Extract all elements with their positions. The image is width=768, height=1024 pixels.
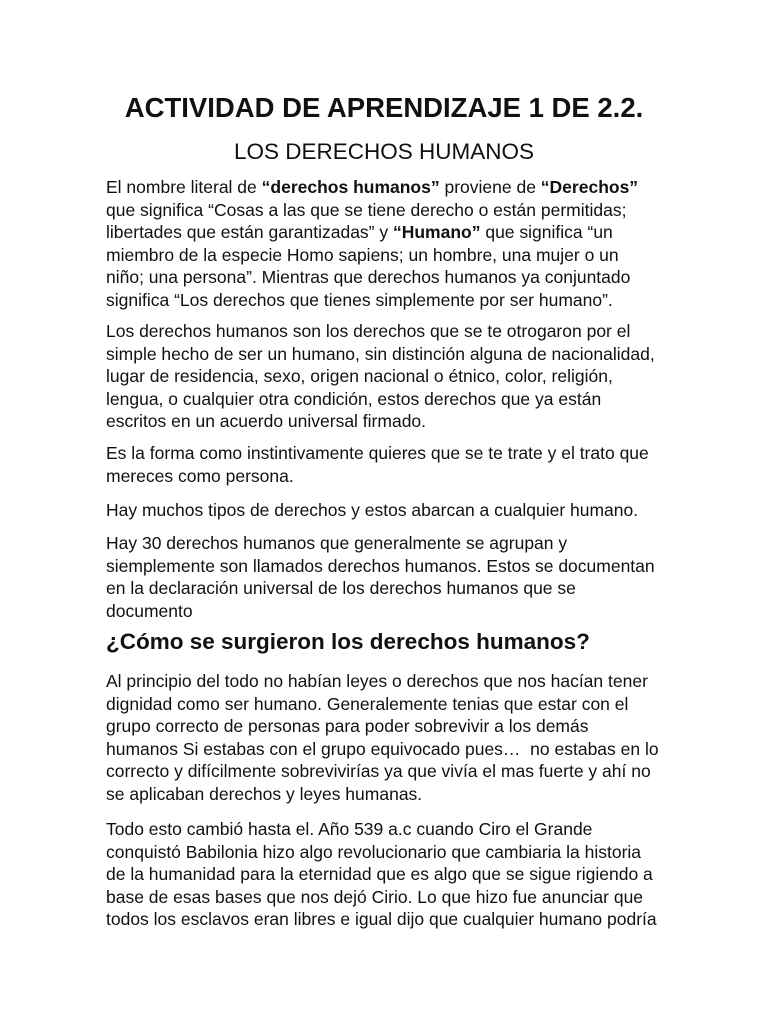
paragraph-line: lengua, o cualquier otra condición, estos derechos que ya están	[106, 388, 602, 409]
paragraph	[106, 818, 706, 931]
paragraph-line: mereces como persona.	[106, 465, 294, 486]
paragraph-line: Los derechos humanos son los derechos que se te otrogaron por el	[106, 321, 631, 341]
paragraph-line: Hay muchos tipos de derechos y estos abarcan a cualquier humano.	[106, 500, 639, 520]
bold-term: “derechos humanos”	[261, 177, 440, 197]
text-run: libertades que están garantizadas” y	[106, 222, 393, 242]
text-run: que significa “un	[480, 222, 613, 242]
text-run: El nombre literal de	[106, 177, 262, 197]
paragraph-line: todos los esclavos eran libres e igual dijo que cualquier humano podría	[106, 909, 657, 929]
paragraph-line: en la declaración universal de los derechos humanos que se	[106, 578, 576, 598]
paragraph-line: siemplemente son llamados derechos humanos. Estos se documentan	[106, 555, 655, 576]
paragraph-line: lugar de residencia, sexo, origen nacional o étnico, color, religión,	[106, 366, 613, 386]
paragraph-line: dignidad como ser humano. Generalemente tenias que estar con el	[106, 693, 629, 714]
paragraph-line: correcto y difícilmente sobrevivirías ya que vivía el mas fuerte y ahí no	[106, 761, 651, 781]
paragraph-line: documento	[106, 600, 193, 621]
paragraph-line: niño; una persona”. Mientras que derechos humanos ya conjuntado	[106, 267, 631, 287]
paragraph	[106, 532, 706, 622]
paragraph-line: Todo esto cambió hasta el. Año 539 a.c cuando Ciro el Grande	[106, 819, 593, 839]
document-subtitle: LOS DERECHOS HUMANOS	[233, 139, 535, 164]
paragraph-line: Al principio del todo no habían leyes o derechos que nos hacían tener	[106, 671, 648, 691]
paragraph-line: miembro de la especie Homo sapiens; un hombre, una mujer o un	[106, 244, 619, 265]
paragraph	[106, 670, 706, 805]
paragraph	[106, 320, 706, 433]
paragraph	[106, 442, 706, 487]
bold-term: “Derechos”	[540, 177, 639, 197]
paragraph-line: grupo correcto de personas para poder sobrevivir a los demás	[106, 716, 589, 736]
paragraph-line: de la humanidad para la eternidad que es algo que se sigue rigiendo a	[106, 864, 653, 884]
paragraph-line: significa “Los derechos que tienes simplemente por ser humano”.	[106, 289, 613, 310]
paragraph-line: Hay 30 derechos humanos que generalmente se agrupan y	[106, 533, 568, 553]
paragraph-line	[106, 221, 706, 244]
paragraph-line: Es la forma como instintivamente quieres que se te trate y el trato que	[106, 443, 649, 463]
document-title: ACTIVIDAD DE APRENDIZAJE 1 DE 2.2.	[124, 92, 644, 123]
paragraph	[106, 499, 706, 522]
paragraph-line: que significa “Cosas a las que se tiene derecho o están permitidas;	[106, 199, 627, 220]
text-run: proviene de	[439, 177, 541, 197]
paragraph-line: humanos Si estabas con el grupo equivocado pues… no estabas en lo	[106, 738, 659, 759]
bold-term: “Humano”	[392, 222, 481, 242]
paragraph-line: simple hecho de ser un humano, sin distinción alguna de nacionalidad,	[106, 343, 655, 364]
paragraph-line	[106, 176, 706, 199]
paragraph-line: conquistó Babilonia hizo algo revolucionario que cambiaria la historia	[106, 841, 642, 862]
section-heading: ¿Cómo se surgieron los derechos humanos?	[106, 629, 590, 654]
paragraph-line: se aplicaban derechos y leyes humanas.	[106, 783, 423, 804]
paragraph-line: base de esas bases que nos dejó Cirio. Lo que hizo fue anunciar que	[106, 886, 644, 907]
paragraph-line: escritos en un acuerdo universal firmado.	[106, 411, 427, 431]
paragraph-definition	[106, 176, 706, 311]
